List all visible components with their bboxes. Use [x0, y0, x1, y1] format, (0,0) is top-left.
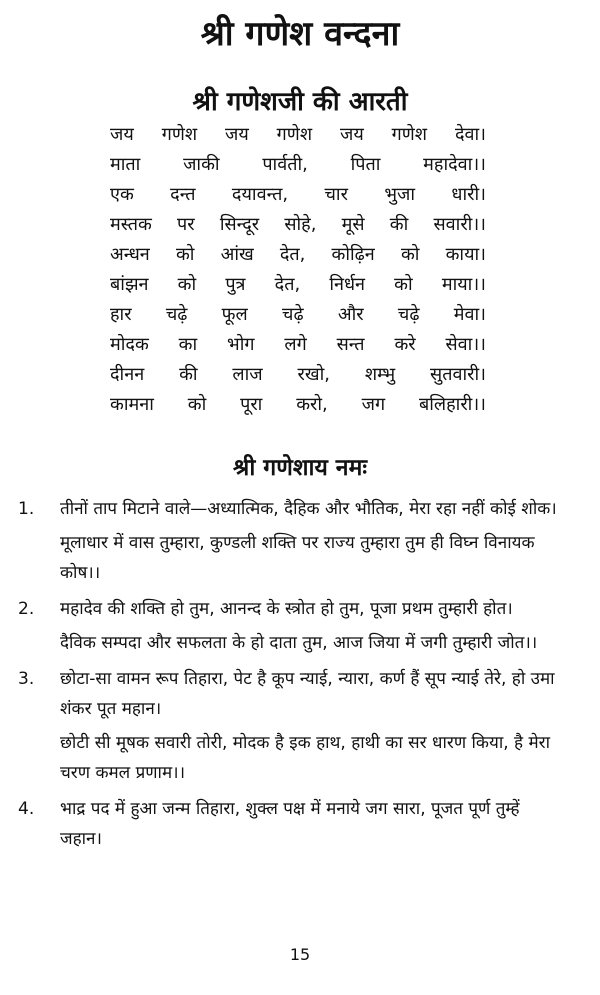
verse-text: महादेव की शक्ति हो तुम, आनन्द के स्त्रोत हो तुम, पूजा प्रथम तुम्हारी होत।: [60, 599, 513, 619]
verse-text: छोटी सी मूषक सवारी तोरी, मोदक है इक हाथ, हाथी का सर धारण किया, है मेरा चरण कमल प्रणाम।।: [60, 733, 551, 783]
list-item: [0, 794, 558, 854]
page-title: श्री गणेश वन्दना: [200, 14, 400, 54]
aarti-line: मस्तक पर सिन्दूर सोहे, मूसे की सवारी।।: [110, 214, 486, 235]
aarti-line: कामना को पूरा करो, जग बलिहारी।।: [110, 394, 486, 415]
item-number: 3.: [18, 669, 35, 689]
list-item: [0, 664, 558, 788]
page-number: 15: [289, 945, 311, 964]
aarti-line: अन्धन को आंख देत, कोढ़िन को काया।: [110, 244, 486, 265]
verse-text: छोटा-सा वामन रूप तिहारा, पेट है कूप न्याई, न्यारा, कर्ण हैं सूप न्याई तेरे, हो उमा शंकर पूत महान।: [60, 669, 555, 719]
aarti-line: जय गणेश जय गणेश जय गणेश देवा।: [110, 124, 486, 145]
item-number: 4.: [18, 799, 35, 819]
verse-text: मूलाधार में वास तुम्हारा, कुण्डली शक्ति पर राज्य तुम्हारा तुम ही विघ्न विनायक कोष।।: [60, 533, 535, 583]
aarti-line: मोदक का भोग लगे सन्त करे सेवा।।: [110, 334, 486, 355]
verse-text: तीनों ताप मिटाने वाले—अध्यात्मिक, दैहिक और भौतिक, मेरा रहा नहीं कोई शोक।: [60, 499, 557, 519]
aarti-line: एक दन्त दयावन्त, चार भुजा धारी।: [110, 184, 486, 205]
aarti-line: बांझन को पुत्र देत, निर्धन को माया।।: [110, 274, 486, 295]
aarti-heading: श्री गणेशजी की आरती: [192, 87, 408, 117]
aarti-line: हार चढ़े फूल चढ़े और चढ़े मेवा।: [110, 304, 486, 325]
item-number: 1.: [18, 499, 35, 519]
list-item: [0, 594, 558, 658]
aarti-line: माता जाकी पार्वती, पिता महादेवा।।: [110, 154, 486, 175]
list-item: [0, 494, 558, 588]
section-heading: श्री गणेशाय नमः: [233, 455, 367, 481]
verse-text: दैविक सम्पदा और सफलता के हो दाता तुम, आज जिया में जगी तुम्हारी जोत।।: [60, 633, 538, 653]
aarti-verses: [110, 120, 486, 420]
numbered-verses: [0, 494, 600, 854]
aarti-line: दीनन की लाज रखो, शम्भु सुतवारी।: [110, 364, 486, 385]
verse-text: भाद्र पद में हुआ जन्म तिहारा, शुक्ल पक्ष में मनाये जग सारा, पूजत पूर्ण तुम्हें जहान।: [60, 799, 520, 849]
item-number: 2.: [18, 599, 35, 619]
